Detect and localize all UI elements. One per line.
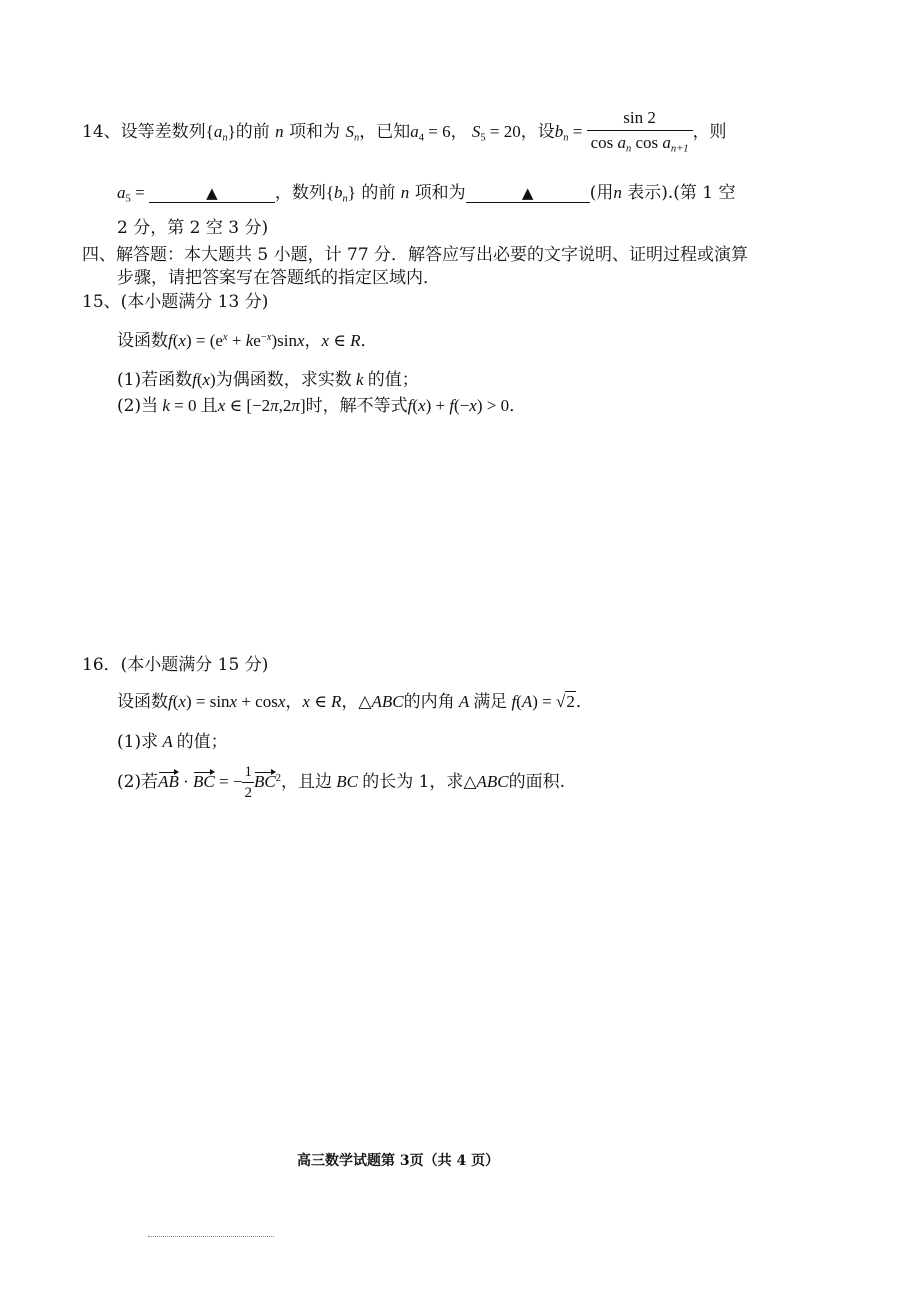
q16-part-1: (1)求 A 的值；	[117, 732, 228, 752]
q14-line-2: $a_5$ = ▲ ，数列$\{b_n\}$ 的前 n 项和为 ▲ (用n 表示).(第 1 空	[117, 183, 736, 205]
section-4-instructions: 步骤，请把答案写在答题纸的指定区域内．	[117, 268, 440, 288]
q16-part-2: (2)若AB · BC = − $\frac{1}{2}$ $BC^2$，且边 BC 的长为 1，求△ABC的面积.	[117, 764, 566, 801]
q15-intro: 设函数$f(x) = (e^x + ke^{-x})\sin x$，x ∈ R．	[117, 331, 378, 351]
b-n-fraction: $\frac{\sin 2}{\cos a_n \cos a_{n+1}}$	[587, 108, 693, 157]
scan-artifact	[148, 1236, 274, 1241]
triangle-icon: ▲	[206, 184, 218, 202]
q16-header: 16．(本小题满分 15 分)	[82, 655, 269, 675]
vector-ab: AB	[158, 772, 179, 791]
answer-blank-2	[466, 185, 590, 203]
vector-bc: BC	[193, 772, 215, 791]
q14-line-3: 2 分，第 2 空 3 分)	[117, 218, 269, 238]
section-4-heading: 四、解答题：本大题共 5 小题，计 77 分．解答应写出必要的文字说明、证明过程或演算	[82, 245, 749, 265]
answer-blank-1	[149, 185, 275, 203]
q14-line-1: 14、设等差数列$\{a_n\}$的前 n 项和为 $S_n$，已知$a_4 = 6$， $S_5 = 20$，设$b_n$ = $\frac{\sin 2}{\cos a_n \cos a_{n+1}}$ ，则	[82, 108, 727, 156]
q16-intro: 设函数f(x) = sinx + cosx，x ∈ R，△ABC的内角 A 满足 f(A) = √2．	[117, 692, 593, 712]
q15-part-1: (1)若函数f(x)为偶函数，求实数 k 的值；	[117, 370, 419, 390]
triangle-icon: ▲	[521, 184, 534, 202]
page-footer: 高三数学试题第 3页（共 4 页）	[297, 1153, 500, 1169]
q15-part-2: (2)当 k = 0 且x ∈ [−2π,2π]时，解不等式f(x) + f(−x) > 0．	[117, 396, 527, 416]
q15-header: 15、(本小题满分 13 分)	[82, 292, 269, 312]
sqrt-two: √2	[555, 692, 575, 711]
q14-number: 14、	[82, 121, 121, 142]
vector-bc-squared: BC	[253, 772, 276, 791]
one-half-fraction: $\frac{1}{2}$	[244, 764, 252, 801]
